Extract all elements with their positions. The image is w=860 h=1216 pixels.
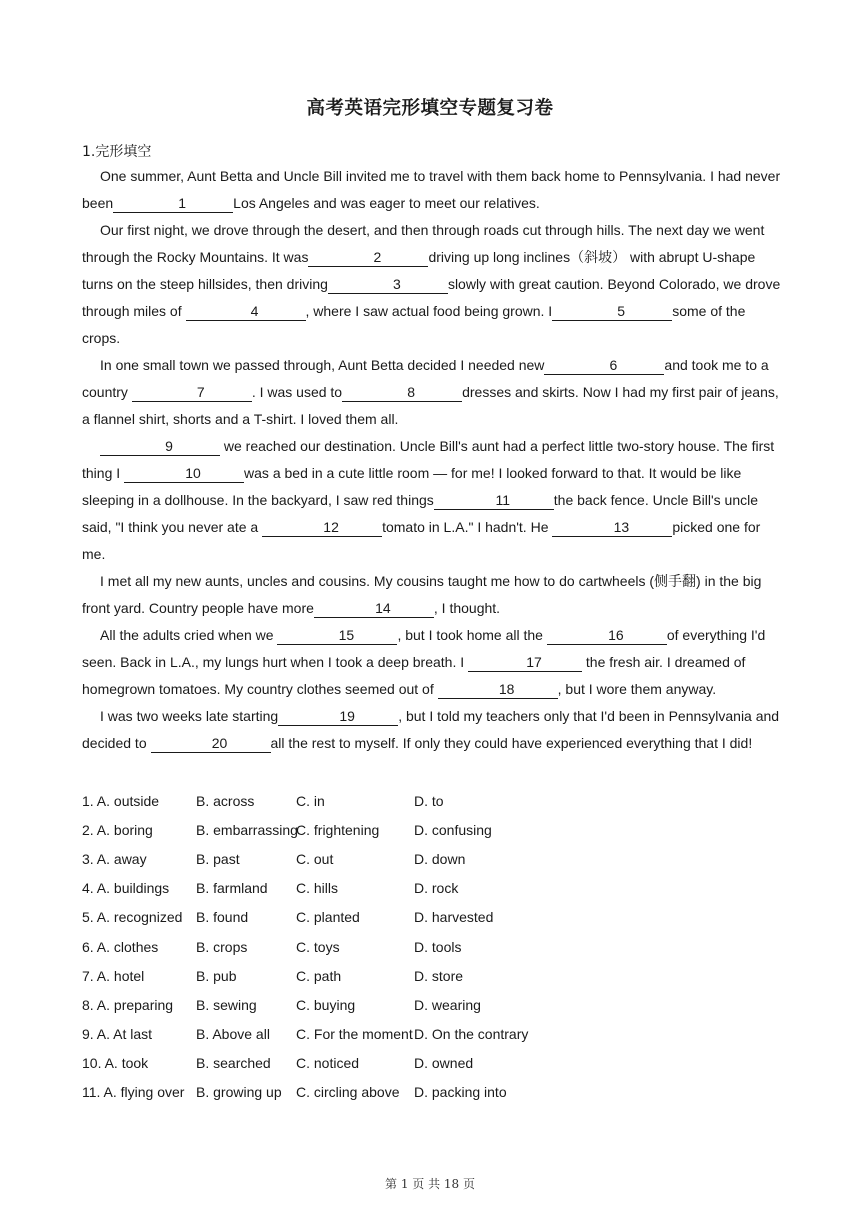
blank-3: 3 xyxy=(328,277,448,294)
option-c: C. hills xyxy=(296,880,339,897)
blank-4: 4 xyxy=(186,304,306,321)
option-d: D. to xyxy=(414,792,444,809)
option-c: C. noticed xyxy=(296,1055,360,1072)
option-a: 11. A. flying over xyxy=(82,1084,185,1101)
option-c: C. buying xyxy=(296,996,356,1013)
option-row xyxy=(82,874,782,903)
passage-text: the fresh air. I dreamed of homegrown tomatoes. My country clothes seemed out of xyxy=(82,654,746,697)
answer-options xyxy=(82,786,782,1107)
option-c: C. For the moment xyxy=(296,1026,413,1043)
passage-text: , but I took home all the xyxy=(397,627,547,643)
blank-13: 13 xyxy=(552,520,672,537)
paragraph-3 xyxy=(82,352,782,433)
passage-text: tomato in L.A." I hadn't. He xyxy=(382,519,553,535)
option-a: 1. A. outside xyxy=(82,792,160,809)
option-b: B. growing up xyxy=(196,1084,282,1101)
option-b: B. across xyxy=(196,792,255,809)
blank-15: 15 xyxy=(277,628,397,645)
blank-16: 16 xyxy=(547,628,667,645)
option-a: 10. A. took xyxy=(82,1055,149,1072)
blank-9: 9 xyxy=(100,439,220,456)
option-row xyxy=(82,815,782,844)
blank-10: 10 xyxy=(124,466,244,483)
paragraph-5 xyxy=(82,568,782,622)
option-c: C. frightening xyxy=(296,821,380,838)
option-c: C. planted xyxy=(296,909,360,926)
option-c: C. in xyxy=(296,792,325,809)
option-b: B. pub xyxy=(196,967,237,984)
passage-text: Our first night, we drove through the desert, and then through roads cut through hills. The next day we went through the Rocky Mountains. It was xyxy=(82,222,765,265)
option-d: D. wearing xyxy=(414,996,481,1013)
passage-text: slowly with great caution. Beyond Colorado, we drove through miles of xyxy=(82,276,781,319)
option-row xyxy=(82,1020,782,1049)
blank-17: 17 xyxy=(468,655,582,672)
blank-18: 18 xyxy=(438,682,558,699)
passage-text: driving up long inclines（斜坡） with abrupt U-shape turns on the steep hillsides, then driving xyxy=(82,249,756,292)
page-title: 高考英语完形填空专题复习卷 xyxy=(306,98,554,119)
option-d: D. On the contrary xyxy=(414,1026,529,1043)
option-row xyxy=(82,1078,782,1107)
cloze-passage xyxy=(82,163,782,757)
blank-14: 14 xyxy=(314,601,434,618)
option-d: D. packing into xyxy=(414,1084,507,1101)
paragraph-1 xyxy=(82,163,782,217)
option-d: D. confusing xyxy=(414,821,492,838)
passage-text: , but I wore them anyway. xyxy=(557,681,717,697)
blank-5: 5 xyxy=(552,304,672,321)
option-c: C. out xyxy=(296,850,334,867)
option-row xyxy=(82,932,782,961)
option-a: 4. A. buildings xyxy=(82,880,170,897)
option-a: 9. A. At last xyxy=(82,1026,153,1043)
paragraph-6 xyxy=(82,622,782,703)
passage-text: all the rest to myself. If only they could have experienced everything that I did! xyxy=(270,735,753,751)
passage-text: , where I saw actual food being grown. I xyxy=(305,303,553,319)
page-footer: 第 1 页 共 18 页 xyxy=(385,1177,475,1191)
passage-text: the back fence. Uncle Bill's uncle said, "I think you never ate a xyxy=(82,492,759,535)
passage-text: . I was used to xyxy=(251,384,343,400)
option-d: D. rock xyxy=(414,880,459,897)
passage-text: One summer, Aunt Betta and Uncle Bill invited me to travel with them back home to Pennsylvania. I had never been xyxy=(82,168,781,211)
option-row xyxy=(82,844,782,873)
passage-text: Los Angeles and was eager to meet our relatives. xyxy=(233,195,540,211)
passage-text: some of the crops. xyxy=(82,303,746,346)
paragraph-2 xyxy=(82,217,782,352)
option-a: 6. A. clothes xyxy=(82,938,159,955)
option-d: D. owned xyxy=(414,1055,474,1072)
blank-12: 12 xyxy=(262,520,382,537)
passage-text: , I thought. xyxy=(433,600,501,616)
passage-text: I was two weeks late starting xyxy=(100,708,279,724)
option-b: B. sewing xyxy=(196,996,257,1013)
option-row xyxy=(82,786,782,815)
blank-19: 19 xyxy=(278,709,398,726)
blank-8: 8 xyxy=(342,385,462,402)
blank-11: 11 xyxy=(434,493,554,510)
option-b: B. crops xyxy=(196,938,248,955)
blank-1: 1 xyxy=(113,196,233,213)
passage-text: , but I told my teachers only that I'd been in Pennsylvania and decided to xyxy=(82,708,780,751)
option-b: B. farmland xyxy=(196,880,268,897)
blank-6: 6 xyxy=(544,358,664,375)
option-c: C. toys xyxy=(296,938,340,955)
passage-text: and took me to a country xyxy=(82,357,769,400)
option-d: D. tools xyxy=(414,938,462,955)
option-a: 3. A. away xyxy=(82,850,147,867)
option-row xyxy=(82,903,782,932)
blank-20: 20 xyxy=(151,736,271,753)
blank-7: 7 xyxy=(132,385,252,402)
passage-text: dresses and skirts. Now I had my first pair of jeans, a flannel shirt, shorts and a T-shirt. I loved them all. xyxy=(82,384,779,427)
option-b: B. searched xyxy=(196,1055,271,1072)
paragraph-4 xyxy=(82,433,782,568)
passage-text: of everything I'd seen. Back in L.A., my lungs hurt when I took a deep breath. I xyxy=(82,627,766,670)
paragraph-7 xyxy=(82,703,782,757)
option-d: D. down xyxy=(414,850,466,867)
passage-text: was a bed in a cute little room — for me! I looked forward to that. It would be like sleeping in a dollhouse. In the backyard, I saw red things xyxy=(82,465,742,508)
option-b: B. Above all xyxy=(196,1026,270,1043)
passage-text: In one small town we passed through, Aunt Betta decided I needed new xyxy=(100,357,545,373)
question-header: 1.完形填空 xyxy=(82,144,152,160)
option-c: C. circling above xyxy=(296,1084,400,1101)
option-a: 8. A. preparing xyxy=(82,996,174,1013)
option-b: B. found xyxy=(196,909,249,926)
option-a: 5. A. recognized xyxy=(82,909,183,926)
passage-text: I met all my new aunts, uncles and cousins. My cousins taught me how to do cartwheels (侧手翻) in the big front yard. Country people have more xyxy=(82,573,762,616)
passage-text: picked one for me. xyxy=(82,519,761,562)
option-b: B. past xyxy=(196,850,240,867)
option-row xyxy=(82,990,782,1019)
option-row xyxy=(82,1049,782,1078)
passage-text: we reached our destination. Uncle Bill's aunt had a perfect little two-story house. The first thing I xyxy=(82,438,775,481)
option-a: 2. A. boring xyxy=(82,821,153,838)
option-row xyxy=(82,961,782,990)
option-c: C. path xyxy=(296,967,342,984)
option-b: B. embarrassing xyxy=(196,821,298,838)
option-d: D. harvested xyxy=(414,909,494,926)
blank-2: 2 xyxy=(308,250,428,267)
option-d: D. store xyxy=(414,967,464,984)
option-a: 7. A. hotel xyxy=(82,967,145,984)
passage-text: All the adults cried when we xyxy=(100,627,278,643)
